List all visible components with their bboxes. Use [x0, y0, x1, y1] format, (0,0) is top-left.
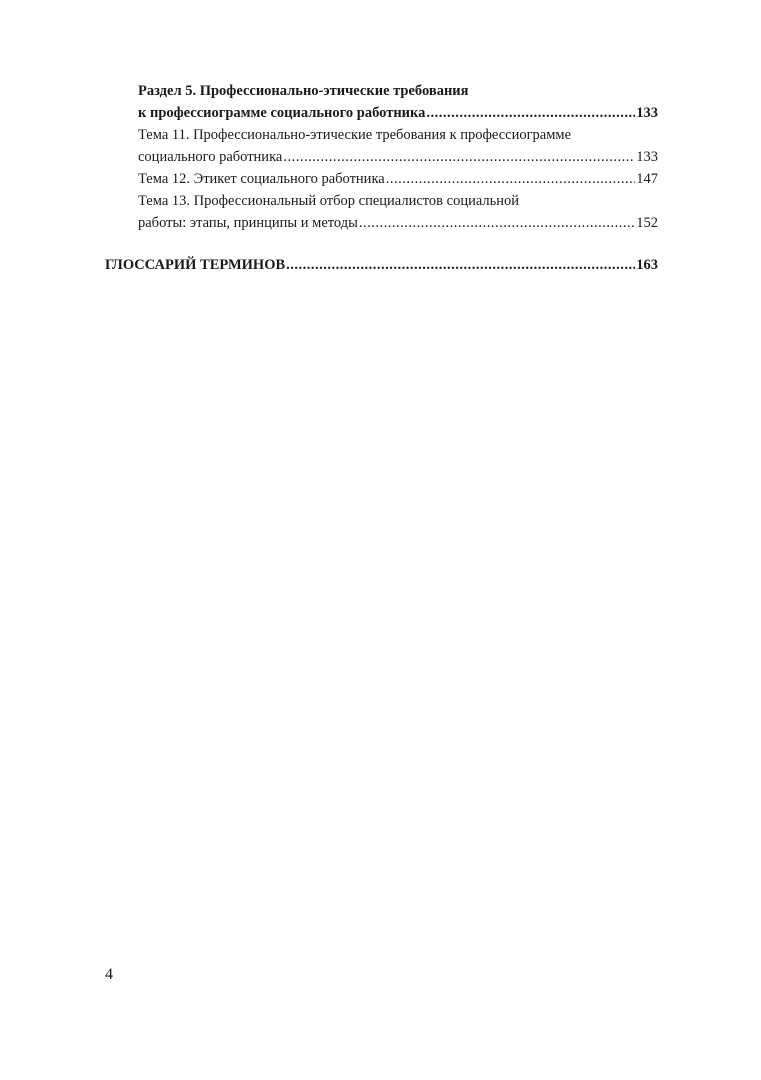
toc-entry-title-line: ГЛОССАРИЙ ТЕРМИНОВ — [105, 257, 286, 273]
toc-entry-title-line: социального работника — [138, 149, 283, 165]
toc-entry-title-line: работы: этапы, принципы и методы — [138, 215, 358, 231]
dot-leader — [286, 254, 635, 276]
dot-leader — [426, 102, 635, 124]
toc-page-number: 152 — [636, 215, 658, 231]
toc-page-number: 147 — [636, 171, 658, 187]
toc-page-number: 133 — [636, 149, 658, 165]
dot-leader — [386, 168, 636, 190]
toc-page-number: 133 — [636, 105, 658, 121]
toc-entry-glossary[interactable] — [105, 254, 658, 276]
toc-page-number: 163 — [636, 257, 658, 273]
toc-entry-title-line: Тема 12. Этикет социального работника — [138, 171, 385, 187]
toc-entry-topic-11[interactable] — [138, 124, 658, 168]
page-number: 4 — [105, 966, 113, 983]
toc-entry-title-line: Тема 11. Профессионально-этические требования к профессиограмме — [138, 127, 572, 143]
toc-entry-topic-13[interactable] — [138, 190, 658, 234]
dot-leader — [283, 146, 635, 168]
toc-entry-topic-12[interactable] — [138, 168, 658, 190]
toc-entry-title-line: Тема 13. Профессиональный отбор специалистов социальной — [138, 193, 520, 209]
toc-entry-title-line: Раздел 5. Профессионально-этические требования — [138, 83, 469, 99]
table-of-contents — [105, 80, 658, 276]
toc-entry-section-5[interactable] — [138, 80, 658, 124]
toc-entry-title-line: к профессиограмме социального работника — [138, 105, 426, 121]
dot-leader — [359, 212, 635, 234]
